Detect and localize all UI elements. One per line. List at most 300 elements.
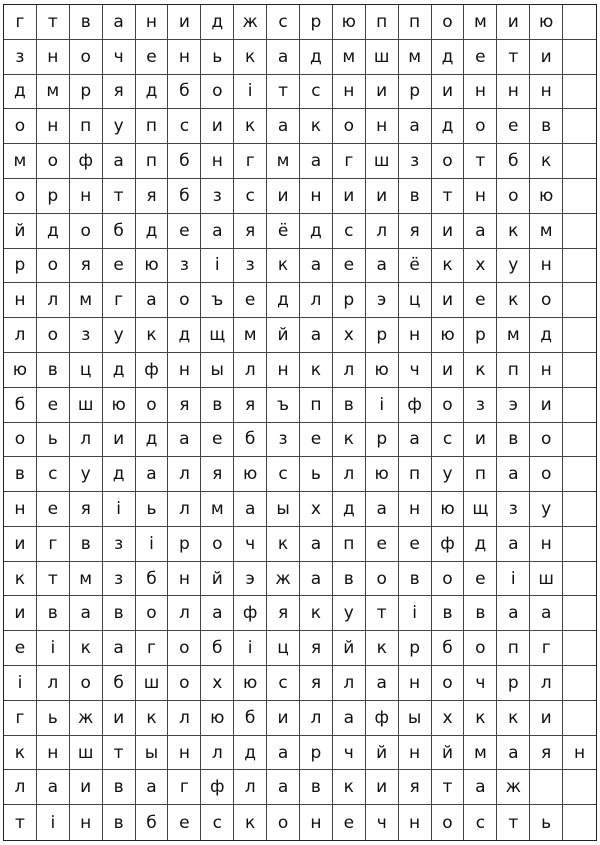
grid-cell[interactable]: а (37, 770, 70, 805)
grid-cell[interactable]: о (37, 318, 70, 353)
grid-cell[interactable]: р (333, 283, 366, 318)
grid-cell[interactable]: я (399, 214, 432, 249)
grid-cell[interactable]: ч (366, 805, 399, 840)
grid-cell[interactable]: к (333, 423, 366, 458)
grid-cell[interactable]: ь (136, 492, 169, 527)
grid-cell[interactable]: л (201, 736, 234, 771)
grid-cell[interactable]: ю (4, 353, 37, 388)
grid-cell[interactable]: о (4, 179, 37, 214)
grid-cell[interactable]: о (530, 423, 563, 458)
grid-cell[interactable]: ф (70, 144, 103, 179)
grid-cell[interactable]: з (267, 423, 300, 458)
grid-cell[interactable]: н (37, 109, 70, 144)
grid-cell[interactable]: б (168, 179, 201, 214)
grid-cell[interactable]: и (432, 214, 465, 249)
grid-cell[interactable] (563, 770, 596, 805)
grid-cell[interactable]: ш (70, 736, 103, 771)
grid-cell[interactable]: е (168, 805, 201, 840)
grid-cell[interactable]: д (300, 214, 333, 249)
grid-cell[interactable]: л (333, 666, 366, 701)
grid-cell[interactable]: п (136, 144, 169, 179)
grid-cell[interactable]: в (37, 596, 70, 631)
grid-cell[interactable]: н (563, 736, 596, 771)
grid-cell[interactable]: и (530, 701, 563, 736)
grid-cell[interactable]: ц (267, 631, 300, 666)
grid-cell[interactable]: о (37, 249, 70, 284)
grid-cell[interactable]: к (234, 40, 267, 75)
grid-cell[interactable] (563, 492, 596, 527)
grid-cell[interactable]: з (497, 492, 530, 527)
grid-cell[interactable]: а (464, 770, 497, 805)
grid-cell[interactable]: л (4, 770, 37, 805)
grid-cell[interactable]: е (37, 492, 70, 527)
grid-cell[interactable]: л (37, 666, 70, 701)
grid-cell[interactable]: т (4, 805, 37, 840)
grid-cell[interactable]: в (103, 805, 136, 840)
grid-cell[interactable]: х (464, 249, 497, 284)
grid-cell[interactable]: ы (201, 353, 234, 388)
grid-cell[interactable]: е (37, 388, 70, 423)
grid-cell[interactable]: в (432, 596, 465, 631)
grid-cell[interactable]: о (168, 666, 201, 701)
grid-cell[interactable]: а (201, 596, 234, 631)
grid-cell[interactable]: н (399, 318, 432, 353)
grid-cell[interactable]: к (234, 109, 267, 144)
grid-cell[interactable]: б (497, 144, 530, 179)
grid-cell[interactable]: я (234, 388, 267, 423)
grid-cell[interactable]: л (333, 457, 366, 492)
grid-cell[interactable]: о (136, 596, 169, 631)
grid-cell[interactable]: к (267, 527, 300, 562)
grid-cell[interactable]: с (37, 457, 70, 492)
grid-cell[interactable]: ь (37, 423, 70, 458)
grid-cell[interactable]: к (432, 249, 465, 284)
grid-cell[interactable]: р (366, 318, 399, 353)
grid-cell[interactable]: о (432, 805, 465, 840)
grid-cell[interactable]: н (399, 666, 432, 701)
grid-cell[interactable]: л (234, 770, 267, 805)
grid-cell[interactable]: г (103, 283, 136, 318)
grid-cell[interactable]: ё (399, 249, 432, 284)
grid-cell[interactable]: в (399, 562, 432, 597)
grid-cell[interactable]: о (168, 631, 201, 666)
grid-cell[interactable] (563, 214, 596, 249)
grid-cell[interactable]: т (37, 5, 70, 40)
grid-cell[interactable]: г (530, 631, 563, 666)
grid-cell[interactable]: й (333, 631, 366, 666)
grid-cell[interactable]: к (464, 701, 497, 736)
grid-cell[interactable]: ь (300, 457, 333, 492)
grid-cell[interactable]: г (234, 144, 267, 179)
grid-cell[interactable]: з (399, 144, 432, 179)
grid-cell[interactable]: м (267, 144, 300, 179)
grid-cell[interactable]: я (70, 249, 103, 284)
grid-cell[interactable]: о (201, 527, 234, 562)
grid-cell[interactable]: м (464, 736, 497, 771)
grid-cell[interactable]: л (333, 353, 366, 388)
grid-cell[interactable]: і (37, 631, 70, 666)
grid-cell[interactable]: я (530, 736, 563, 771)
grid-cell[interactable]: и (4, 596, 37, 631)
grid-cell[interactable]: б (103, 214, 136, 249)
grid-cell[interactable]: э (234, 562, 267, 597)
grid-cell[interactable]: к (4, 562, 37, 597)
grid-cell[interactable]: э (366, 283, 399, 318)
grid-cell[interactable]: о (366, 562, 399, 597)
grid-cell[interactable]: к (530, 144, 563, 179)
grid-cell[interactable]: к (366, 631, 399, 666)
grid-cell[interactable] (563, 423, 596, 458)
grid-cell[interactable]: о (432, 562, 465, 597)
grid-cell[interactable]: ю (366, 353, 399, 388)
grid-cell[interactable]: и (530, 388, 563, 423)
grid-cell[interactable]: ч (399, 353, 432, 388)
grid-cell[interactable]: і (4, 666, 37, 701)
grid-cell[interactable] (563, 249, 596, 284)
grid-cell[interactable]: б (234, 423, 267, 458)
grid-cell[interactable]: ю (103, 388, 136, 423)
grid-cell[interactable]: т (497, 805, 530, 840)
grid-cell[interactable]: ф (201, 770, 234, 805)
grid-cell[interactable]: д (333, 492, 366, 527)
grid-cell[interactable]: и (103, 423, 136, 458)
grid-cell[interactable]: г (4, 701, 37, 736)
grid-cell[interactable]: а (497, 457, 530, 492)
grid-cell[interactable]: р (300, 736, 333, 771)
grid-cell[interactable]: и (201, 109, 234, 144)
grid-cell[interactable]: т (432, 770, 465, 805)
grid-cell[interactable]: д (103, 457, 136, 492)
grid-cell[interactable]: д (234, 736, 267, 771)
grid-cell[interactable]: о (432, 388, 465, 423)
grid-cell[interactable]: р (464, 318, 497, 353)
grid-cell[interactable]: б (168, 144, 201, 179)
grid-cell[interactable]: р (4, 249, 37, 284)
grid-cell[interactable]: у (333, 596, 366, 631)
grid-cell[interactable]: а (333, 701, 366, 736)
grid-cell[interactable]: с (464, 805, 497, 840)
grid-cell[interactable]: п (399, 5, 432, 40)
grid-cell[interactable]: к (70, 631, 103, 666)
grid-cell[interactable]: р (168, 527, 201, 562)
grid-cell[interactable]: о (464, 109, 497, 144)
grid-cell[interactable]: а (300, 527, 333, 562)
grid-cell[interactable]: в (333, 562, 366, 597)
grid-cell[interactable]: л (168, 701, 201, 736)
grid-cell[interactable]: р (399, 631, 432, 666)
grid-cell[interactable]: р (366, 423, 399, 458)
grid-cell[interactable]: д (530, 318, 563, 353)
grid-cell[interactable]: а (366, 666, 399, 701)
grid-cell[interactable]: і (37, 805, 70, 840)
grid-cell[interactable]: д (300, 40, 333, 75)
grid-cell[interactable]: х (333, 318, 366, 353)
grid-cell[interactable]: м (234, 318, 267, 353)
grid-cell[interactable] (563, 5, 596, 40)
grid-cell[interactable]: д (136, 75, 169, 110)
grid-cell[interactable]: к (497, 283, 530, 318)
grid-cell[interactable]: ю (333, 5, 366, 40)
grid-cell[interactable]: ё (267, 214, 300, 249)
grid-cell[interactable]: н (267, 353, 300, 388)
grid-cell[interactable]: м (530, 214, 563, 249)
grid-cell[interactable]: ч (234, 527, 267, 562)
grid-cell[interactable]: к (300, 596, 333, 631)
grid-cell[interactable]: н (399, 805, 432, 840)
grid-cell[interactable]: с (432, 423, 465, 458)
grid-cell[interactable]: о (4, 423, 37, 458)
grid-cell[interactable]: л (300, 283, 333, 318)
grid-cell[interactable]: ы (136, 736, 169, 771)
grid-cell[interactable] (563, 457, 596, 492)
grid-cell[interactable] (563, 109, 596, 144)
grid-cell[interactable]: х (300, 492, 333, 527)
grid-cell[interactable]: я (399, 770, 432, 805)
grid-cell[interactable]: з (464, 388, 497, 423)
grid-cell[interactable] (563, 805, 596, 840)
grid-cell[interactable]: к (267, 249, 300, 284)
grid-cell[interactable]: и (432, 353, 465, 388)
grid-cell[interactable]: н (168, 736, 201, 771)
grid-cell[interactable]: к (136, 318, 169, 353)
grid-cell[interactable]: м (399, 40, 432, 75)
grid-cell[interactable]: м (201, 492, 234, 527)
grid-cell[interactable]: д (136, 214, 169, 249)
grid-cell[interactable]: д (103, 353, 136, 388)
grid-cell[interactable]: н (168, 562, 201, 597)
grid-cell[interactable]: н (168, 353, 201, 388)
grid-cell[interactable]: г (136, 631, 169, 666)
grid-cell[interactable]: л (234, 353, 267, 388)
grid-cell[interactable]: і (136, 527, 169, 562)
grid-cell[interactable]: г (168, 770, 201, 805)
grid-cell[interactable] (563, 596, 596, 631)
grid-cell[interactable]: ю (432, 318, 465, 353)
grid-cell[interactable]: б (234, 701, 267, 736)
grid-cell[interactable]: р (70, 75, 103, 110)
grid-cell[interactable]: а (103, 631, 136, 666)
grid-cell[interactable]: з (103, 527, 136, 562)
grid-cell[interactable]: э (497, 388, 530, 423)
grid-cell[interactable]: ь (201, 40, 234, 75)
grid-cell[interactable]: т (267, 75, 300, 110)
grid-cell[interactable]: м (333, 40, 366, 75)
grid-cell[interactable]: к (136, 701, 169, 736)
grid-cell[interactable]: л (168, 596, 201, 631)
grid-cell[interactable]: в (37, 353, 70, 388)
grid-cell[interactable]: й (432, 736, 465, 771)
grid-cell[interactable]: и (530, 40, 563, 75)
grid-cell[interactable] (563, 318, 596, 353)
grid-cell[interactable]: о (530, 457, 563, 492)
grid-cell[interactable]: и (333, 179, 366, 214)
grid-cell[interactable]: ю (366, 457, 399, 492)
grid-cell[interactable]: в (530, 109, 563, 144)
grid-cell[interactable]: я (201, 457, 234, 492)
grid-cell[interactable]: а (267, 770, 300, 805)
grid-cell[interactable] (563, 631, 596, 666)
grid-cell[interactable]: н (37, 736, 70, 771)
grid-cell[interactable]: ф (234, 596, 267, 631)
grid-cell[interactable]: а (103, 144, 136, 179)
grid-cell[interactable]: ч (103, 40, 136, 75)
grid-cell[interactable]: е (234, 283, 267, 318)
grid-cell[interactable]: у (103, 109, 136, 144)
grid-cell[interactable]: а (366, 492, 399, 527)
grid-cell[interactable]: о (432, 666, 465, 701)
grid-cell[interactable]: у (70, 457, 103, 492)
grid-cell[interactable]: з (103, 562, 136, 597)
grid-cell[interactable]: а (300, 144, 333, 179)
grid-cell[interactable]: е (464, 562, 497, 597)
grid-cell[interactable]: н (399, 492, 432, 527)
grid-cell[interactable]: в (70, 527, 103, 562)
grid-cell[interactable]: н (70, 179, 103, 214)
grid-cell[interactable]: к (464, 353, 497, 388)
grid-cell[interactable]: ш (366, 144, 399, 179)
grid-cell[interactable]: е (399, 527, 432, 562)
grid-cell[interactable]: і (234, 75, 267, 110)
grid-cell[interactable]: ж (70, 701, 103, 736)
grid-cell[interactable]: и (4, 527, 37, 562)
grid-cell[interactable]: е (333, 249, 366, 284)
grid-cell[interactable]: я (70, 492, 103, 527)
grid-cell[interactable]: т (103, 736, 136, 771)
grid-cell[interactable]: е (464, 283, 497, 318)
grid-cell[interactable]: к (300, 109, 333, 144)
grid-cell[interactable]: г (37, 527, 70, 562)
grid-cell[interactable]: т (103, 179, 136, 214)
grid-cell[interactable]: н (530, 353, 563, 388)
grid-cell[interactable]: а (366, 249, 399, 284)
grid-cell[interactable]: л (168, 492, 201, 527)
grid-cell[interactable]: д (4, 75, 37, 110)
grid-cell[interactable]: ж (234, 5, 267, 40)
grid-cell[interactable]: е (300, 423, 333, 458)
grid-cell[interactable]: е (168, 214, 201, 249)
grid-cell[interactable]: е (497, 109, 530, 144)
grid-cell[interactable]: ж (267, 562, 300, 597)
grid-cell[interactable]: и (366, 75, 399, 110)
grid-cell[interactable]: т (497, 40, 530, 75)
grid-cell[interactable]: а (300, 562, 333, 597)
grid-cell[interactable]: ъ (201, 283, 234, 318)
grid-cell[interactable]: д (37, 214, 70, 249)
grid-cell[interactable]: ф (366, 701, 399, 736)
grid-cell[interactable] (563, 388, 596, 423)
grid-cell[interactable]: а (267, 109, 300, 144)
grid-cell[interactable]: н (366, 109, 399, 144)
grid-cell[interactable]: а (530, 596, 563, 631)
grid-cell[interactable]: о (70, 214, 103, 249)
grid-cell[interactable]: н (4, 492, 37, 527)
grid-cell[interactable]: а (70, 596, 103, 631)
grid-cell[interactable]: р (399, 75, 432, 110)
grid-cell[interactable]: а (234, 492, 267, 527)
grid-cell[interactable]: і (201, 249, 234, 284)
grid-cell[interactable]: ш (366, 40, 399, 75)
grid-cell[interactable]: п (136, 109, 169, 144)
grid-cell[interactable]: о (201, 75, 234, 110)
grid-cell[interactable]: н (333, 75, 366, 110)
grid-cell[interactable]: р (497, 666, 530, 701)
grid-cell[interactable]: м (37, 75, 70, 110)
grid-cell[interactable]: и (497, 5, 530, 40)
grid-cell[interactable]: к (300, 353, 333, 388)
grid-cell[interactable]: і (234, 631, 267, 666)
grid-cell[interactable]: п (70, 109, 103, 144)
grid-cell[interactable] (563, 666, 596, 701)
grid-cell[interactable]: к (234, 805, 267, 840)
grid-cell[interactable]: в (103, 596, 136, 631)
grid-cell[interactable]: д (432, 109, 465, 144)
grid-cell[interactable]: о (432, 144, 465, 179)
grid-cell[interactable]: о (497, 179, 530, 214)
grid-cell[interactable]: с (267, 5, 300, 40)
grid-cell[interactable]: ю (234, 457, 267, 492)
grid-cell[interactable]: л (300, 701, 333, 736)
grid-cell[interactable]: н (201, 144, 234, 179)
grid-cell[interactable]: е (333, 805, 366, 840)
grid-cell[interactable]: ю (136, 249, 169, 284)
grid-cell[interactable]: і (497, 562, 530, 597)
grid-cell[interactable]: а (399, 109, 432, 144)
grid-cell[interactable]: п (497, 353, 530, 388)
grid-cell[interactable]: а (497, 596, 530, 631)
grid-cell[interactable]: б (168, 75, 201, 110)
grid-cell[interactable]: и (432, 283, 465, 318)
grid-cell[interactable]: я (136, 179, 169, 214)
grid-cell[interactable]: п (366, 5, 399, 40)
grid-cell[interactable]: н (530, 75, 563, 110)
grid-cell[interactable]: б (136, 562, 169, 597)
grid-cell[interactable]: з (201, 179, 234, 214)
grid-cell[interactable]: в (4, 457, 37, 492)
grid-cell[interactable]: и (103, 701, 136, 736)
grid-cell[interactable]: м (70, 283, 103, 318)
grid-cell[interactable]: н (4, 283, 37, 318)
grid-cell[interactable]: ы (267, 492, 300, 527)
grid-cell[interactable]: о (4, 109, 37, 144)
grid-cell[interactable]: я (103, 75, 136, 110)
grid-cell[interactable]: н (464, 179, 497, 214)
grid-cell[interactable]: л (366, 214, 399, 249)
grid-cell[interactable]: т (464, 144, 497, 179)
grid-cell[interactable]: ц (70, 353, 103, 388)
grid-cell[interactable]: ж (497, 770, 530, 805)
grid-cell[interactable]: о (70, 666, 103, 701)
grid-cell[interactable]: п (497, 631, 530, 666)
grid-cell[interactable]: і (103, 492, 136, 527)
grid-cell[interactable]: в (70, 5, 103, 40)
grid-cell[interactable]: о (464, 631, 497, 666)
grid-cell[interactable]: н (530, 249, 563, 284)
grid-cell[interactable]: я (168, 388, 201, 423)
grid-cell[interactable]: у (432, 457, 465, 492)
grid-cell[interactable]: л (37, 283, 70, 318)
grid-cell[interactable]: ц (399, 283, 432, 318)
grid-cell[interactable]: б (201, 631, 234, 666)
grid-cell[interactable]: и (464, 423, 497, 458)
grid-cell[interactable]: ш (136, 666, 169, 701)
grid-cell[interactable]: ы (399, 701, 432, 736)
grid-cell[interactable] (563, 179, 596, 214)
grid-cell[interactable]: а (201, 214, 234, 249)
grid-cell[interactable]: к (497, 701, 530, 736)
grid-cell[interactable]: о (530, 283, 563, 318)
grid-cell[interactable]: й (201, 562, 234, 597)
grid-cell[interactable]: щ (464, 492, 497, 527)
